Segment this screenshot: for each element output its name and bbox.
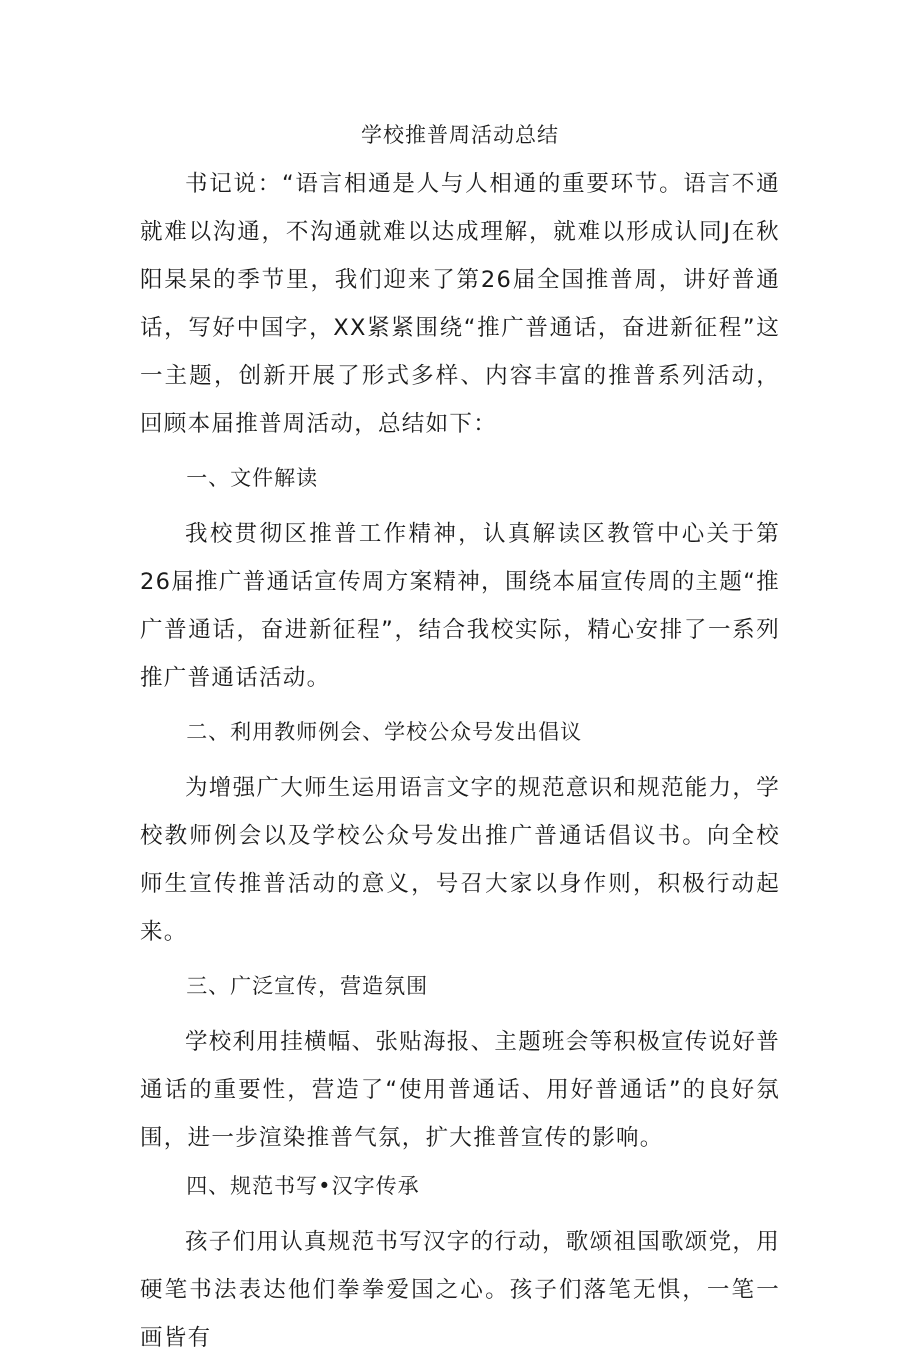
section-heading: 四、规范书写•汉字传承 xyxy=(186,1174,420,1198)
section-heading: 三、广泛宣传，营造氛围 xyxy=(186,974,429,998)
section-body: 为增强广大师生运用语言文字的规范意识和规范能力，学校教师例会以及学校公众号发出推广普通话倡议书。向全校师生宣传推普活动的意义，号召大家以身作则，积极行动起来。 xyxy=(140,775,781,945)
section-1 xyxy=(140,454,780,702)
section-2 xyxy=(140,708,780,956)
section-body: 我校贯彻区推普工作精神，认真解读区教管中心关于第26届推广普通话宣传周方案精神，围绕本届宣传周的主题“推广普通话，奋进新征程”，结合我校实际，精心安排了一系列推广普通话活动。 xyxy=(140,521,780,691)
section-heading: 二、利用教师例会、学校公众号发出倡议 xyxy=(186,720,583,744)
section-heading: 一、文件解读 xyxy=(186,466,319,490)
document-title: 学校推普周活动总结 xyxy=(361,123,559,147)
section-3 xyxy=(140,962,780,1162)
section-4 xyxy=(140,1162,780,1362)
intro-paragraph: 书记说：“语言相通是人与人相通的重要环节。语言不通就难以沟通，不沟通就难以达成理解，就难以形成认同J在秋阳杲杲的季节里，我们迎来了第26届全国推普周，讲好普通话，写好中国字，XX紧紧围绕“推广普通话，奋进新征程”这一主题，创新开展了形式多样、内容丰富的推普系列活动，回顾本届推普周活动，总结如下： xyxy=(140,171,780,437)
section-body: 孩子们用认真规范书写汉字的行动，歌颂祖国歌颂党，用硬笔书法表达他们拳拳爱国之心。孩子们落笔无惧，一笔一画皆有 xyxy=(140,1229,781,1351)
section-body: 学校利用挂横幅、张贴海报、主题班会等积极宣传说好普通话的重要性，营造了“使用普通话、用好普通话”的良好氛围，进一步渲染推普气氛，扩大推普宣传的影响。 xyxy=(140,1029,781,1151)
